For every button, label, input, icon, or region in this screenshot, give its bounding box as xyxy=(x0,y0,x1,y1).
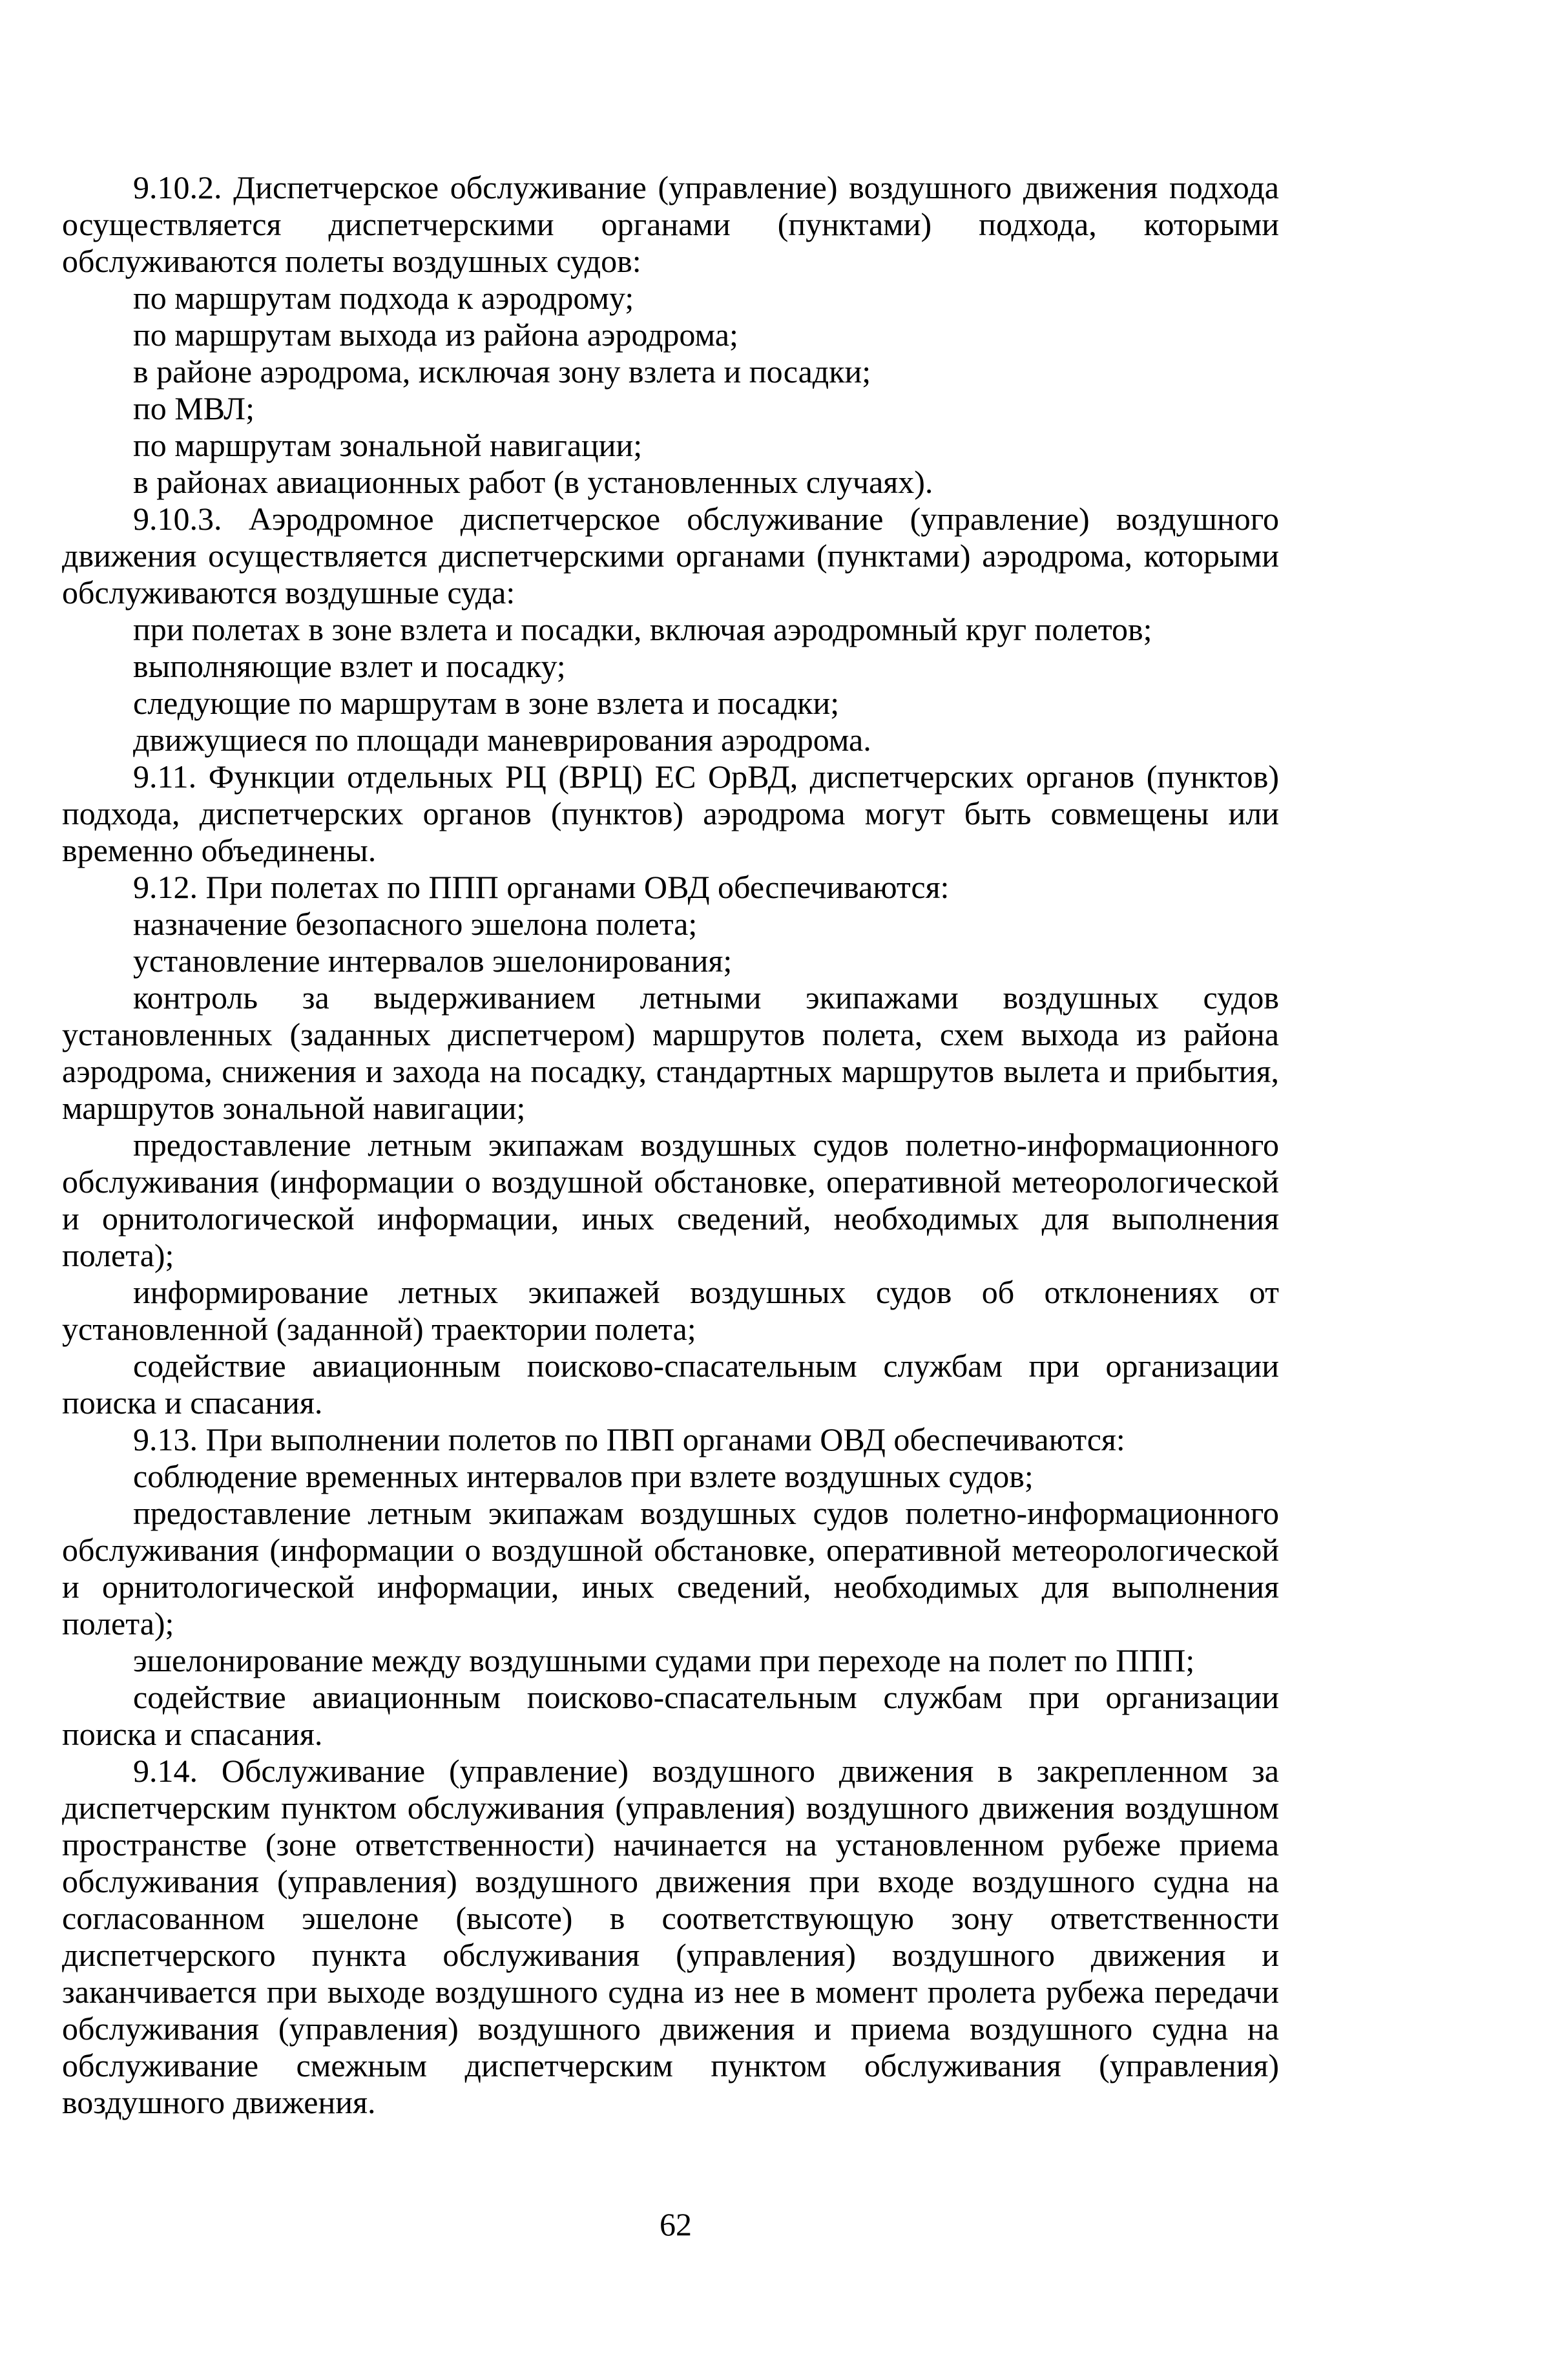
list-item: соблюдение временных интервалов при взлете воздушных судов; xyxy=(133,1458,1034,1494)
paragraph-9-10-2: 9.10.2. Диспетчерское обслуживание (управление) воздушного движения подхода осуществляется диспетчерскими органами (пунктами) подхода, которыми обслуживаются полеты воздушных судов: xyxy=(62,169,1279,279)
list-item: предоставление летным экипажам воздушных судов полетно-информационного обслуживания (информации о воздушной обстановке, оперативной метеорологической и орнитологической информации, иных сведений, необходимых для выполнения полета); xyxy=(62,1495,1279,1642)
paragraph-9-11: 9.11. Функции отдельных РЦ (ВРЦ) ЕС ОрВД, диспетчерских органов (пунктов) подхода, диспетчерских органов (пунктов) аэродрома могут быть совмещены или временно объединены. xyxy=(62,758,1279,868)
list-item: назначение безопасного эшелона полета; xyxy=(133,906,698,942)
list-item: по маршрутам выхода из района аэродрома; xyxy=(133,317,738,353)
list-item: движущиеся по площади маневрирования аэродрома. xyxy=(133,722,871,758)
list-item: по маршрутам зональной навигации; xyxy=(133,427,643,463)
list-item: по МВЛ; xyxy=(133,390,255,426)
list-item: контроль за выдерживанием летными экипажами воздушных судов установленных (заданных диспетчером) маршрутов полета, схем выхода из района аэродрома, снижения и захода на посадку, стандартных маршрутов вылета и прибытия, маршрутов зональной навигации; xyxy=(62,979,1279,1126)
list-item: выполняющие взлет и посадку; xyxy=(133,648,566,684)
list-item: содействие авиационным поисково-спасательным службам при организации поиска и спасания. xyxy=(62,1348,1279,1421)
paragraph-9-14: 9.14. Обслуживание (управление) воздушного движения в закрепленном за диспетчерским пунктом обслуживания (управления) воздушного движения воздушном пространстве (зоне ответственности) начинается на установленном рубеже приема обслуживания (управления) воздушного движения при входе воздушного судна на согласованном эшелоне (высоте) в соответствующую зону ответственности диспетчерского пункта обслуживания (управления) воздушного движения и заканчивается при выходе воздушного судна из нее в момент пролета рубежа передачи обслуживания (управления) воздушного движения и приема воздушного судна на обслуживание смежным диспетчерским пунктом обслуживания (управления) воздушного движения. xyxy=(62,1753,1279,2120)
page-number: 62 xyxy=(660,2206,692,2242)
list-item: предоставление летным экипажам воздушных судов полетно-информационного обслуживания (информации о воздушной обстановке, оперативной метеорологической и орнитологической информации, иных сведений, необходимых для выполнения полета); xyxy=(62,1127,1279,1273)
list-item: установление интервалов эшелонирования; xyxy=(133,943,733,979)
paragraph-9-10-3: 9.10.3. Аэродромное диспетчерское обслуживание (управление) воздушного движения осуществляется диспетчерскими органами (пунктами) аэродрома, которыми обслуживаются воздушные суда: xyxy=(62,501,1279,611)
list-item: информирование летных экипажей воздушных судов об отклонениях от установленной (заданной) траектории полета; xyxy=(62,1274,1279,1347)
paragraph-9-12: 9.12. При полетах по ППП органами ОВД обеспечиваются: xyxy=(133,869,950,905)
list-item: в районах авиационных работ (в установленных случаях). xyxy=(133,464,933,500)
list-item: в районе аэродрома, исключая зону взлета и посадки; xyxy=(133,353,871,390)
list-item: при полетах в зоне взлета и посадки, включая аэродромный круг полетов; xyxy=(133,611,1152,647)
list-item: содействие авиационным поисково-спасательным службам при организации поиска и спасания. xyxy=(62,1679,1279,1752)
list-item: эшелонирование между воздушными судами при переходе на полет по ППП; xyxy=(133,1642,1195,1678)
list-item: по маршрутам подхода к аэродрому; xyxy=(133,280,634,316)
paragraph-9-13: 9.13. При выполнении полетов по ПВП органами ОВД обеспечиваются: xyxy=(133,1421,1125,1457)
list-item: следующие по маршрутам в зоне взлета и посадки; xyxy=(133,685,840,721)
document-page xyxy=(62,169,1279,2121)
